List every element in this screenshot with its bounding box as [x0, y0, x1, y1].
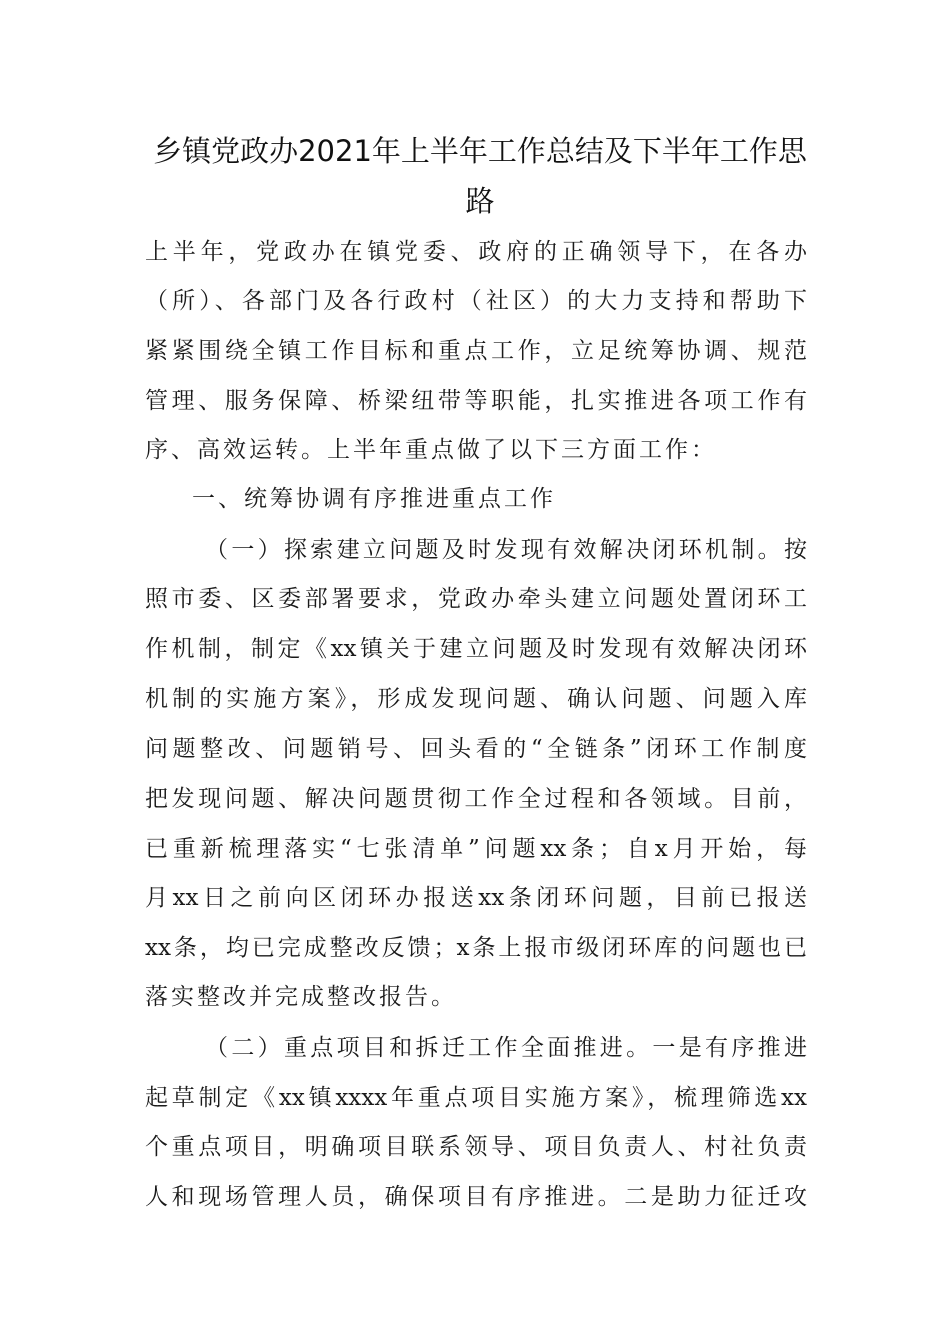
paragraph-line: （二）重点项目和拆迁工作全面推进。一是有序推进 [205, 1035, 807, 1061]
paragraph-line: 已重新梳理落实“七张清单”问题xx条；自x月开始，每 [145, 836, 807, 862]
paragraph-line: xx条，均已完成整改反馈；x条上报市级闭环库的问题也已 [145, 935, 807, 961]
paragraph-line: 落实整改并完成整改报告。 [145, 984, 457, 1010]
paragraph-line: 管理、服务保障、桥梁纽带等职能，扎实推进各项工作有 [145, 388, 807, 414]
paragraph-line: 月xx日之前向区闭环办报送xx条闭环问题，目前已报送 [145, 885, 807, 911]
section-heading: 一、统筹协调有序推进重点工作 [192, 486, 556, 512]
paragraph-line: 问题整改、问题销号、回头看的“全链条”闭环工作制度 [145, 736, 807, 762]
paragraph-line: 人和现场管理人员，确保项目有序推进。二是助力征迁攻 [145, 1184, 807, 1210]
paragraph-line: 上半年，党政办在镇党委、政府的正确领导下，在各办 [145, 239, 807, 265]
paragraph-line: 机制的实施方案》，形成发现问题、确认问题、问题入库 [145, 686, 807, 712]
paragraph-line: 作机制，制定《xx镇关于建立问题及时发现有效解决闭环 [145, 636, 807, 662]
paragraph-line: 起草制定《xx镇xxxx年重点项目实施方案》，梳理筛选xx [145, 1085, 807, 1111]
paragraph-line: （所）、各部门及各行政村（社区）的大力支持和帮助下 [145, 288, 807, 314]
paragraph-line: （一）探索建立问题及时发现有效解决闭环机制。按 [205, 537, 807, 563]
paragraph-line: 照市委、区委部署要求，党政办牵头建立问题处置闭环工 [145, 586, 807, 612]
document-title-line-1: 乡镇党政办2021年上半年工作总结及下半年工作思 [153, 134, 807, 168]
paragraph-line: 把发现问题、解决问题贯彻工作全过程和各领域。目前， [145, 786, 807, 812]
paragraph-line: 紧紧围绕全镇工作目标和重点工作，立足统筹协调、规范 [145, 338, 807, 364]
paragraph-line: 序、高效运转。上半年重点做了以下三方面工作： [145, 437, 717, 463]
document-title-line-2: 路 [465, 184, 495, 218]
paragraph-line: 个重点项目，明确项目联系领导、项目负责人、村社负责 [145, 1134, 807, 1160]
